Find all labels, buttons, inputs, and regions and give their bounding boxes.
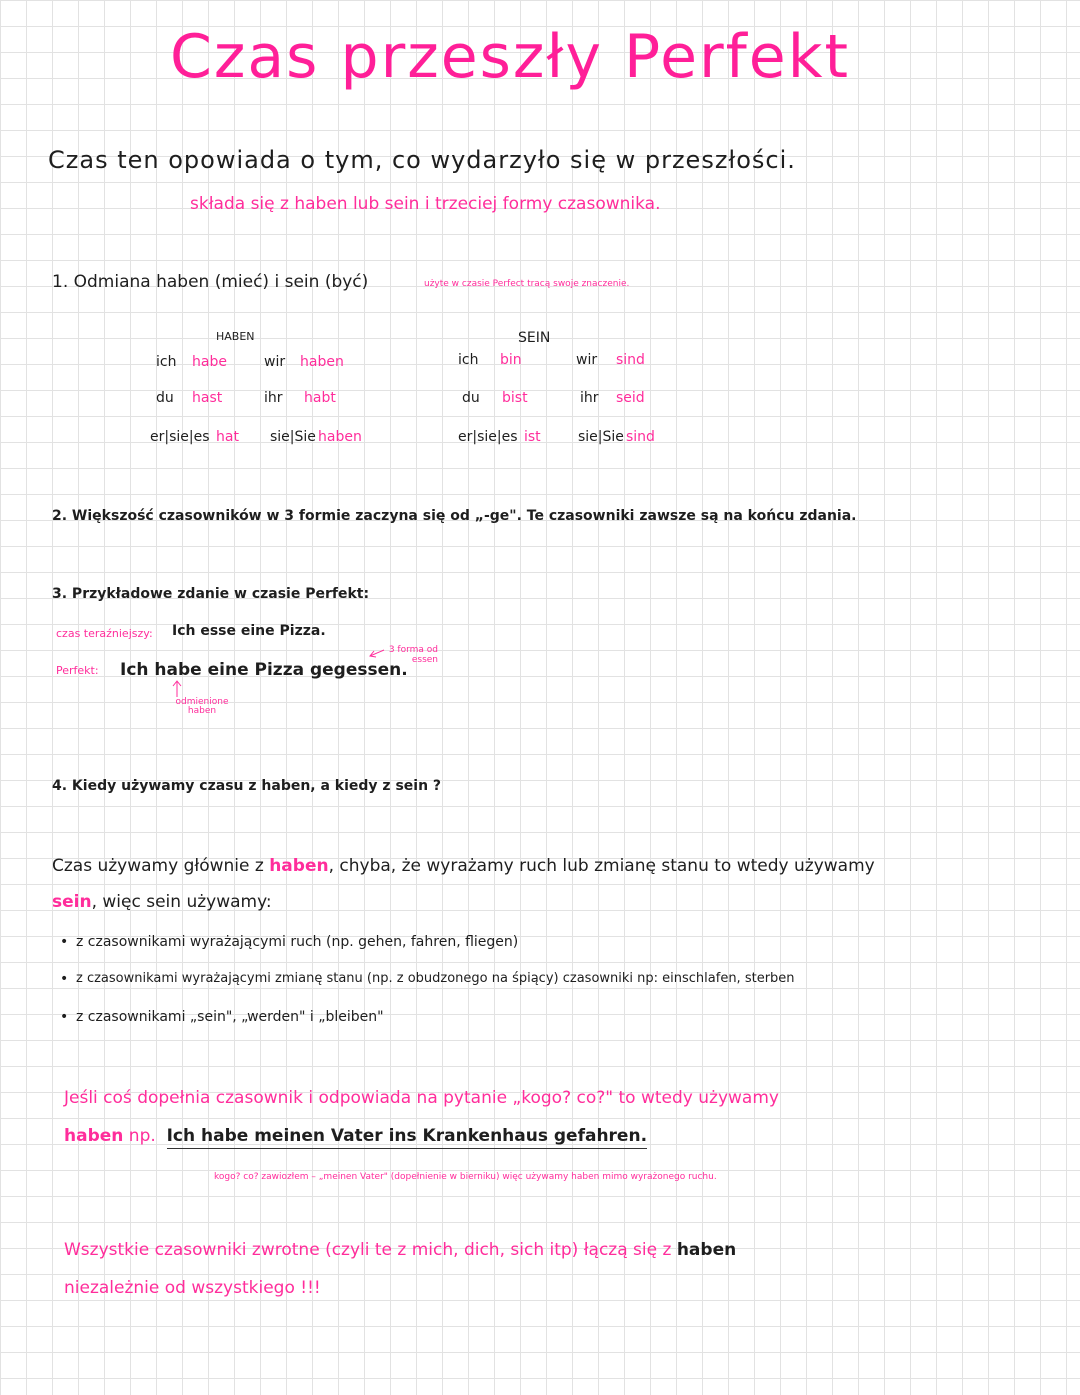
section-4-paragraph-line-2 [52, 892, 272, 912]
sein-row-1-form-1: bin [500, 352, 522, 368]
haben-row-3-pronoun-1: er|sie|es [150, 429, 210, 445]
rule-1-np: np. [128, 1126, 156, 1146]
haben-row-2-form-1: hast [192, 390, 223, 406]
sein-row-2-pronoun-1: du [462, 390, 480, 406]
paragraph-text-b: , chyba, że wyrażamy ruch lub zmianę stanu to wtedy używamy [328, 856, 875, 876]
section-4-heading: 4. Kiedy używamy czasu z haben, a kiedy z sein ? [52, 778, 442, 794]
rule-1-example: Ich habe meinen Vater ins Krankenhaus gefahren. [167, 1126, 647, 1149]
sein-row-3-form-2: sind [626, 429, 655, 445]
intro-line-1: Czas ten opowiada o tym, co wydarzyło się w przeszłości. [48, 146, 796, 174]
paragraph-haben: haben [269, 856, 329, 876]
rule-2-line-1 [64, 1240, 736, 1260]
haben-row-1-form-2: haben [300, 354, 344, 370]
paragraph-text-c: , więc sein używamy: [91, 892, 272, 912]
haben-row-3-form-1: hat [216, 429, 239, 445]
rule-2-text: Wszystkie czasowniki zwrotne (czyli te z mich, dich, sich itp) łączą się z [64, 1240, 672, 1260]
page-title: Czas przeszły Perfekt [170, 22, 850, 92]
section-4-paragraph-line-1 [52, 856, 875, 876]
haben-row-2-pronoun-2: ihr [264, 390, 283, 406]
paragraph-sein: sein [52, 892, 92, 912]
haben-row-3-form-2: haben [318, 429, 362, 445]
section-3-heading: 3. Przykładowe zdanie w czasie Perfekt: [52, 586, 370, 602]
sein-row-3-pronoun-2: sie|Sie [578, 429, 624, 445]
haben-header: HABEN [216, 330, 255, 343]
present-sentence: Ich esse eine Pizza. [172, 623, 326, 639]
rule-1-line-2 [64, 1126, 647, 1146]
haben-row-2-pronoun-1: du [156, 390, 174, 406]
rule-1-line-1: Jeśli coś dopełnia czasownik i odpowiada na pytanie „kogo? co?" to wtedy używamy [64, 1088, 779, 1108]
haben-row-1-pronoun-1: ich [156, 354, 177, 370]
haben-row-1-form-1: habe [192, 354, 227, 370]
arrow-to-habe-icon [172, 680, 182, 698]
section-1-note: użyte w czasie Perfect tracą swoje znaczenie. [424, 279, 630, 289]
perfekt-label: Perfekt: [56, 664, 99, 677]
sein-row-1-form-2: sind [616, 352, 645, 368]
bullet-3: • z czasownikami „sein", „werden" i „bleiben" [76, 1009, 384, 1025]
haben-row-3-pronoun-2: sie|Sie [270, 429, 316, 445]
bullet-2: • z czasownikami wyrażającymi zmianę stanu (np. z obudzonego na śpiący) czasowniki np: einschlafen, sterben [76, 971, 795, 986]
rule-1-haben: haben [64, 1126, 124, 1146]
section-1-heading: 1. Odmiana haben (mieć) i sein (być) [52, 272, 369, 292]
present-label: czas teraźniejszy: [56, 627, 153, 640]
sein-row-1-pronoun-2: wir [576, 352, 598, 368]
rule-1-note: kogo? co? zawiozłem – „meinen Vater" (dopełnienie w bierniku) więc używamy haben mimo wyrażonego ruchu. [214, 1172, 717, 1182]
sein-row-2-form-1: bist [502, 390, 528, 406]
bullet-1: • z czasownikami wyrażającymi ruch (np. gehen, fahren, fliegen) [76, 934, 518, 950]
paragraph-text-a: Czas używamy głównie z [52, 856, 264, 876]
sein-row-3-pronoun-1: er|sie|es [458, 429, 518, 445]
sein-row-2-pronoun-2: ihr [580, 390, 599, 406]
section-2-text: 2. Większość czasowników w 3 formie zaczyna się od „-ge". Te czasowniki zawsze są na końcu zdania. [52, 508, 857, 524]
sein-row-2-form-2: seid [616, 390, 645, 406]
note-third-form: 3 forma od essen [388, 645, 438, 665]
perfekt-sentence: Ich habe eine Pizza gegessen. [120, 660, 408, 680]
sein-table [458, 330, 688, 460]
haben-table [150, 330, 380, 460]
sein-row-3-form-1: ist [524, 429, 541, 445]
arrow-to-gegessen-icon [366, 648, 386, 658]
haben-row-2-form-2: habt [304, 390, 336, 406]
sein-row-1-pronoun-1: ich [458, 352, 479, 368]
sein-header: SEIN [518, 330, 551, 346]
rule-2-haben: haben [676, 1240, 737, 1260]
rule-2-line-2: niezależnie od wszystkiego !!! [64, 1278, 321, 1298]
intro-line-2: składa się z haben lub sein i trzeciej formy czasownika. [190, 194, 661, 214]
haben-row-1-pronoun-2: wir [264, 354, 286, 370]
note-conjugated-haben: odmienione haben [175, 697, 229, 716]
